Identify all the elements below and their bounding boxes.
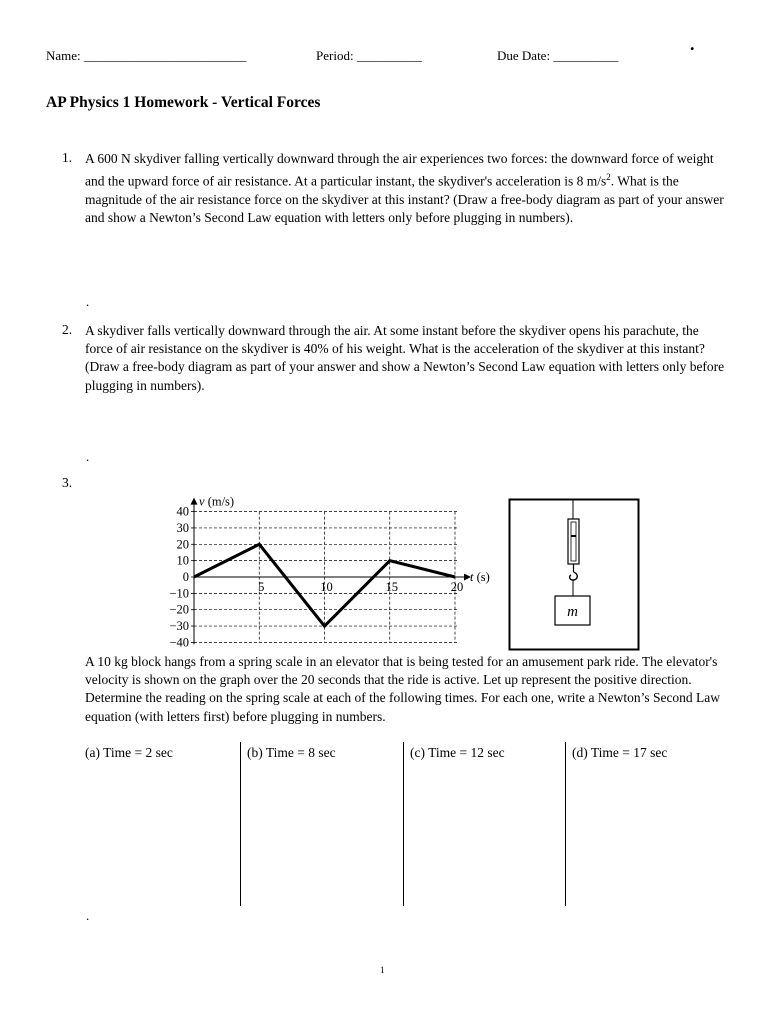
column-divider-1 <box>240 742 241 906</box>
period-field <box>316 48 422 64</box>
y-tick-labels <box>169 505 189 650</box>
question-3-answer-mark: . <box>86 908 90 923</box>
corner-mark: . <box>690 34 695 54</box>
part-a <box>85 745 173 761</box>
y-tick-label: 0 <box>182 570 189 584</box>
part-c-text: Time = 12 sec <box>428 745 505 760</box>
question-1-text: A 600 N skydiver falling vertically downward through the air experiences two forces: the downward force of weight and the upward force of air resistance. At a particular instant, the skydiver's acceleration is 8 $m/s^2$. What is the magnitude of the air resistance force on the skydiver at this instant? (Draw a free-body diagram as part of your answer and show a Newton’s Second Law equation with letters only before plugging in numbers). <box>85 151 724 226</box>
spring-scale-icon <box>568 519 579 580</box>
name-field <box>46 48 246 64</box>
velocity-time-graph <box>160 490 490 650</box>
y-tick-label: −10 <box>169 586 189 601</box>
y-tick-label: −20 <box>169 602 189 617</box>
question-3-number: 3. <box>62 475 73 490</box>
question-1-number: 1. <box>62 150 73 165</box>
part-d <box>572 745 667 761</box>
x-axis-label: t (s) <box>470 570 490 584</box>
question-3-text: A 10 kg block hangs from a spring scale in an elevator that is being tested for an amusement park ride. The elevator's velocity is shown on the graph over the 20 seconds that the ride is active. Let up represent the positive direction. Determine the reading on the spring scale at each of the following times. For each one, write a Newton’s Second Law equation (with letters first) before plugging in numbers. <box>85 654 721 724</box>
block-mass-label: m <box>567 604 578 620</box>
question-2-text: A skydiver falls vertically downward through the air. At some instant before the skydiver opens his parachute, the force of air resistance on the skydiver is 40% of his weight. What is the acceleration of the skydiver at this instant? (Draw a free-body diagram as part of your answer and show a Newton’s Second Law equation with letters only before plugging in numbers). <box>85 323 725 393</box>
elevator-figure <box>508 498 640 652</box>
question-2-answer-mark: . <box>86 449 90 464</box>
part-a-text: Time = 2 sec <box>103 745 173 760</box>
x-tick-label: 10 <box>320 580 333 594</box>
question-2-number: 2. <box>62 322 73 337</box>
y-axis-label: v (m/s) <box>199 494 235 509</box>
part-b-label: (b) <box>247 745 263 760</box>
part-b-text: Time = 8 sec <box>265 745 336 760</box>
part-b <box>247 745 336 761</box>
period-blank: __________ <box>356 48 422 63</box>
due-date-label: Due Date: <box>497 48 551 63</box>
y-tick-label: −40 <box>169 635 189 650</box>
part-a-label: (a) <box>85 745 100 760</box>
column-divider-3 <box>565 742 566 906</box>
name-blank: _________________________ <box>83 48 247 63</box>
x-tick-label: 20 <box>450 580 464 594</box>
y-axis-arrow <box>191 498 198 505</box>
due-date-blank: __________ <box>553 48 619 63</box>
period-label: Period: <box>316 48 354 63</box>
y-tick-label: 30 <box>176 520 189 535</box>
part-d-text: Time = 17 sec <box>590 745 668 760</box>
page-number: 1 <box>380 965 385 975</box>
name-label: Name: <box>46 48 81 63</box>
part-d-label: (d) <box>572 745 588 760</box>
y-tick-label: 10 <box>176 553 189 568</box>
column-divider-2 <box>403 742 404 906</box>
x-tick-label: 15 <box>385 580 398 594</box>
due-date-field <box>497 48 618 64</box>
x-tick-label: 5 <box>258 580 265 594</box>
y-tick-label: 20 <box>176 537 189 552</box>
question-1-answer-mark: . <box>86 294 90 309</box>
page-title: AP Physics 1 Homework - Vertical Forces <box>46 94 321 111</box>
part-c <box>410 745 505 761</box>
part-c-label: (c) <box>410 745 425 760</box>
y-tick-label: −30 <box>169 619 189 634</box>
y-tick-label: 40 <box>176 504 189 519</box>
